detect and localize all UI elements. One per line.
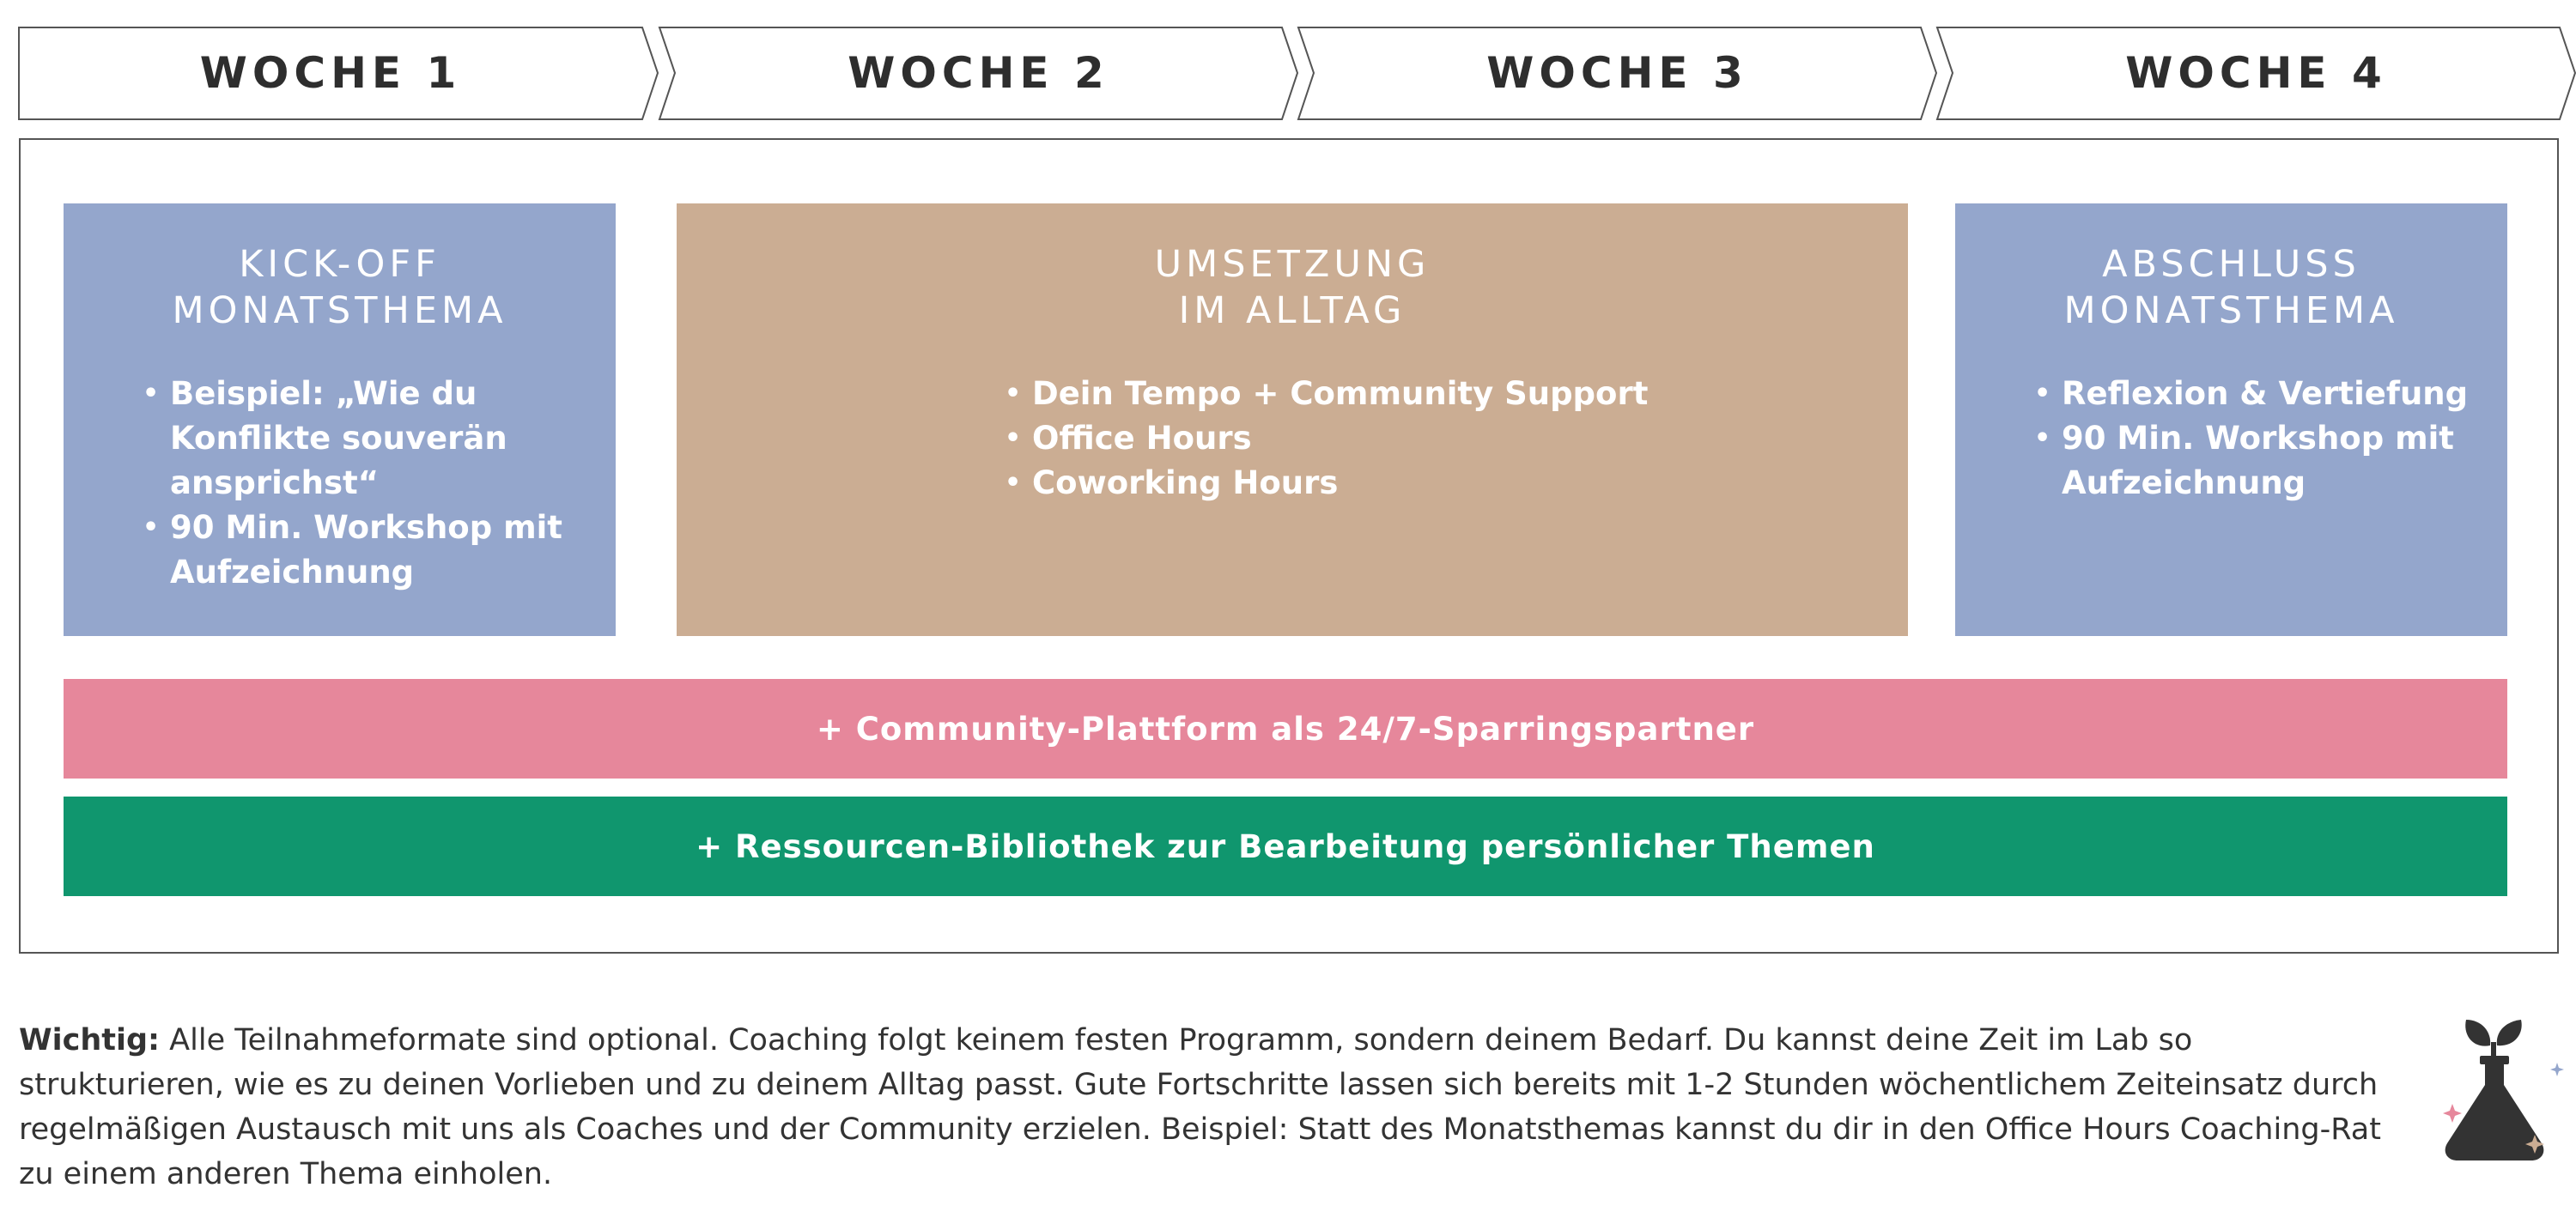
abschluss-list	[2034, 372, 2473, 506]
kickoff-box	[64, 203, 616, 636]
week-3-label: WOCHE 3	[1486, 48, 1748, 98]
week-1-label: WOCHE 1	[199, 48, 462, 98]
footer-note	[19, 1018, 2406, 1197]
kickoff-title: KICK-OFF MONATSTHEMA	[172, 243, 507, 332]
abschluss-box	[1955, 203, 2507, 636]
umsetzung-title: UMSETZUNG IM ALLTAG	[1154, 243, 1431, 332]
umsetzung-list	[1005, 372, 1874, 506]
community-band: + Community-Plattform als 24/7-Sparringspartner	[64, 679, 2507, 779]
flask-plant-icon	[2439, 1015, 2567, 1169]
note-label: Wichtig:	[19, 1023, 161, 1057]
abschluss-title: ABSCHLUSS MONATSTHEMA	[2063, 243, 2399, 332]
kickoff-list	[143, 372, 581, 595]
abschluss-item-2: • 90 Min. Workshop mit Aufzeichnung	[2034, 416, 2473, 506]
ressourcen-band: + Ressourcen-Bibliothek zur Bearbeitung persönlicher Themen	[64, 797, 2507, 896]
note-text: Alle Teilnahmeformate sind optional. Coaching folgt keinem festen Programm, sondern deinem Bedarf. Du kannst deine Zeit im Lab so strukturieren, wie es zu deinen Vorlieben und zu deinem Alltag passt. Gute Fortschritte lassen sich bereits mit 1-2 Stunden wöchentlichem Zeiteinsatz durch regelmäßigen Austausch mit uns als Coaches und der Community erzielen. Beispiel: Statt des Monatsthemas kannst du dir in den Office Hours Coaching-Rat zu einem anderen Thema einholen.	[19, 1023, 2381, 1191]
umsetzung-box	[677, 203, 1908, 636]
umsetzung-item-3: • Coworking Hours	[1005, 461, 1874, 506]
umsetzung-item-2: • Office Hours	[1005, 416, 1874, 461]
abschluss-item-1: • Reflexion & Vertiefung	[2034, 372, 2473, 416]
program-frame	[19, 138, 2559, 954]
umsetzung-item-1: • Dein Tempo + Community Support	[1005, 372, 1874, 416]
week-4-label: WOCHE 4	[2125, 48, 2387, 98]
week-2-label: WOCHE 2	[848, 48, 1109, 98]
week-header	[0, 0, 2576, 129]
kickoff-item-2: • 90 Min. Workshop mit Aufzeichnung	[143, 506, 581, 595]
kickoff-item-1: • Beispiel: „Wie du Konflikte souverän ansprichst“	[143, 372, 581, 506]
